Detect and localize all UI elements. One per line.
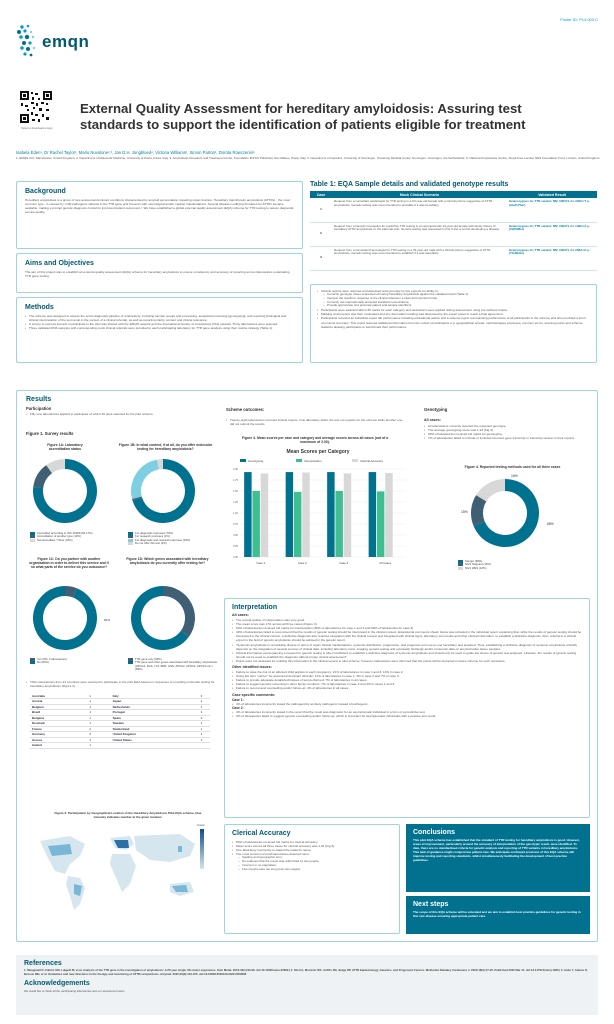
other-item: • Failure to provide adequate details/techniques of test performed: 7% of laboratories in all cases. [232,678,582,682]
references-heading: References [24,960,62,967]
clerical-sub: – Spelling and typographic error, [238,856,392,860]
table-row: Greece 1 United States 1 [30,737,210,743]
legend-item: Accreditation of another type (13%) [30,535,120,538]
table-header: Mock Clinical Scenario [332,191,507,198]
table-row: Austria 1 Japan 1 [30,699,210,705]
countries-text: • Thirty laboratories from 21 countries were selected to participate in the pilot EQA based on responses of providing molecular testing for hereditary amyloidosis (Figure 2). [26,680,218,688]
y-tick-label: 1.50 [232,490,238,493]
next-steps-section [406,896,590,934]
fig1a-pie [30,456,100,526]
world-map [30,826,210,916]
fig3-title: Figure 3. Mean scores per case and category and average scores across all cases (out of a maximum of 2.00). [241,436,389,444]
legend-item: TTR gene and other genes associated with hereditary amyloidosis (APOA1, FGA, LYZ, B2M, GSN, APOA2, APOC2, APOC3 etc.) (65%) [128,661,220,671]
bar [327,472,334,557]
sample-table [310,191,597,271]
legend-swatch [352,459,358,462]
fig1b-title: Figure 1B: In what context, if at all, do you offer molecular testing for hereditary amyloidosis? [118,443,213,451]
case2-item: • 4% of laboratories incorrectly stated in the report that the result was diagnostic for an asymptomatic individual in a form of a predictive test. [232,710,582,714]
references-text: 1. Manganelli F, Fabrizi GM, Luigetti M, et al. Analysis of the TTR gene in the investigation of amyloidosis: A 25-year single UK center experience. Hum Mutat. 2019;40(1):90-96. doi:10.1002/humu.23669 | 2. Obi CA, Mostertz WC, Griffin JM, Judge DP. ATTR Epidemiology, Genetics, and Prognostic Factors. Methodist Debakey Cardiovasc J. 2022;18(2):17-26. Published 2022 Mar 14. doi:10.14797/mdcvj.1066 | 3. Ando Y, Adams D, Benson MD, et al. Guidelines and new directions in the therapy and monitoring of ATTRv amyloidosis. Amyloid. 2022;29(3):143-155. doi:10.1080/13506129.2022.2052838 [24,968,588,976]
interpretation-section [224,598,590,818]
qr-code[interactable] [19,90,53,124]
legend-item: TTR gene only (35%) [128,658,220,661]
legend-item: Sanger (68%) [458,560,558,563]
bar [244,472,251,557]
background-section [16,181,303,249]
fig3-bar-chart [226,457,410,567]
fig4-pie [455,473,555,553]
pie-slice-both [131,460,159,499]
pie-label: 16% [511,474,518,478]
interp-all-cases: All cases: [232,613,249,617]
legend-swatch [296,459,302,462]
next-steps-text: The scope of this EQA scheme will be extended and we aim to establish best practice guidelines for genetic testing in this rare disease ensuring appropriate patient care. [413,910,581,918]
legend-item: For diagnostic purposes (70%) [128,532,218,535]
bar [377,491,384,557]
other-issues-heading: Other identified issues: [232,665,272,670]
legend-label: Interpretation [304,459,322,463]
bar [369,472,376,557]
table-row: 1 Request from a consultant cardiologist for TTR testing in a 63-year-old female with a clinical picture suggestive of ATTR amyloidosis. Genetic testing was recommended to elucidate if it was hereditary. Heterozygous for TTR variant: NM_000371.4:c.349G>T p.(Ala117Ser) [310,198,597,222]
authors: Isabela Eden¹, Dr Rachel Taylor¹, Mario Nuvolone²,³, Jan D.H. Jongbloed⁴, Victoria Williams¹, Simon Parton¹, Dorota Rowczenio⁵ [16,150,255,155]
methods-item: • The scheme was designed to assess the entire diagnostic pipeline of a laboratory, including sample receipt and processing, analytical processing (genotyping), and reporting (biological and clinical interpretation of the test result in the context of a clinical referral), as well as reporting clarity, content and clinical relevance. [25,314,294,322]
geno-item: • The average genotyping score was 1.93 (Fig.3). [424,428,589,432]
interp-item: • 60% of laboratories received full marks for interpretation (86% of laboratories for case 1 and 3 and 69% of laboratories for case 3). [232,626,582,630]
background-text: Hereditary amyloidosis is a group of rare autosomal dominant conditions characterised by amyloid accumulation impairing organ function. Hereditary transthyretin amyloidosis (ATTRv) - the most common type - is caused by >100 pathogenic variants in the TTR gene and presents with neurological and/or cardiac manifestations. Several disease modifying therapies for ATTRv became available, making a prompt genetic diagnosis crucial for improved patient outcomes¹,². We have established a global external quality assessment (EQA) scheme for TTR testing to assure diagnostic service quality. [25,198,294,215]
interp-item: • Clinical information accompanying a request for genetic testing is often insufficient to establish a definitive diagnosis of systemic amyloidosis and should only be used to guide the choice of genetic test analysed. Likewise, the results of genetic testing should not be used to establish the diagnosis without proper clinical assessment". [232,651,582,659]
methods-item: • Three validated DNA samples with corresponding mock clinical referrals were provided to each participating laboratory for TTR gene analysis using their routine strategy (Table 1). [25,326,294,330]
bar [286,472,293,557]
legend-label: Genotyping [248,459,264,463]
methods2-sub: – Correctly genotype cases suspected of having hereditary amyloidosis against the validated result (Table 1), [323,293,590,297]
bar [261,473,268,557]
y-tick-label: 0.00 [232,556,238,559]
clerical-item: • The most common errors/inaccuracies detected were: [232,852,392,856]
ack-text: We would like to thank all the participating laboratories and our assessment team. [24,989,126,993]
aims-text: The aim of this project was to establish an external quality assessment (EQA) scheme for hereditary amyloidosis to ensure consistency and accuracy of reporting across laboratories undertaking TTR gene testing. [25,270,290,279]
fig1c-title: Figure 1C: Do you partner with another organisation in order to deliver this service and if so what parts of the service do you outsource? [29,557,109,569]
logo-text: emqn [42,32,90,51]
fig1b-pie [128,456,198,526]
interp-item: • The mean score was 1.51 across all three cases (Figure 3). [232,622,582,626]
methods2-item: • Participants received an individual expert lab performance including educational advice and a scheme report summarising performance of all participants in the scheme and also provided a short comments summary. This report featured additional information from the cohort of participants e.g. geographical spread, methodologies employed, common errors, learning points and scheme statistics allowing participants to benchmark their performance. [317,316,590,328]
fig2-caption: Figure 2: Participation by Geographical Location of the Hereditary Amyloidosis Pilot EQA scheme, blue intensity indicates number at the given location. [54,811,202,819]
countries-table [30,693,210,749]
y-tick-label: 0.25 [232,545,238,548]
geno-item: • 90% of laboratories received full marks for genotyping. [424,432,589,436]
aims-heading: Aims and Objectives [25,260,94,267]
bar [385,473,392,557]
table-row: Germany 3 United Kingdom 1 [30,732,210,738]
y-tick-label: 1.75 [232,479,238,482]
case2-heading: Case 2: [232,705,244,710]
bar [302,473,309,557]
legend-item: Not accredited / Other (10%) [30,539,120,542]
methods2-sub: – Interpret the results in response to the clinical referral in a clear and concise format, [323,297,590,301]
table1-block [310,181,597,271]
legend-item: For diagnostic and research purposes (16%) [128,539,218,542]
table-row: Brazil 1 Portugal 3 [30,710,210,716]
poster-title: External Quality Assessment for hereditary amyloidosis: Assuring test standards to support the identification of patients eligible for treatment [80,101,526,132]
methods-item: • A survey to express interest to participate in the pilot was shared with the EMQN network and the International Society of Amyloidosis (ISA) network. Thirty laboratories were selected. [25,322,294,326]
table-row: Ireland 1 [30,743,210,749]
fig2-legend-title: Count [197,823,205,827]
methods2-sub: – Provide appropriate and accurate patient and sample identifiers. [323,304,590,308]
pie-slice-ttr-only [163,586,195,637]
all-cases-heading: All cases: [424,418,441,422]
y-tick-label: 0.75 [232,523,238,526]
pie-label: 68% [547,522,554,526]
references-section [16,955,598,1015]
clerical-sub: – Five reports were too long (over two pages). [238,868,392,872]
next-steps-heading: Next steps [413,901,449,908]
clerical-item: • 83% of laboratories received full marks for clerical accuracy. [232,840,392,844]
legend-item: Accredited according to ISO 15189 (52.17%) [30,532,120,535]
methods2-item: • Participants were awarded with 0-30 marks for each category and deductions were applied during assessment using pre-defined criteria. [317,308,590,312]
case2-item: • 4% of laboratories failed to suggest genetic counselling and/or follow-up, which is important for asymptomatic individuals with a positive test result. [232,714,582,718]
participation-item: • Fifty-one laboratories applied to participate of which 30 were selected for the pilot scheme. [26,412,216,416]
emqn-logo [16,24,116,60]
background-heading: Background [25,188,66,195]
case1-heading: Case 1: [232,697,244,702]
table-row: Belgium 1 Netherlands 1 [30,704,210,710]
affiliations: 1. EMQN CIC, Manchester, United Kingdom. 2. Department of Molecular Medicine, University of Pavia, Pavia, Italy. 3. Amyloidosis Research and Treatment Center, Foundation IRCCS Policlinico San Matteo, Pavia, Italy. 4. Department of Genetics, University of Groningen, University Medical Center Groningen, Groningen, the Netherlands. 5. National Amyloidosis Centre, Royal Free London NHS Foundation Trust, London, United Kingdom. [16,156,601,160]
bar [344,473,351,557]
conclusions-text: This pilot EQA scheme has established that the standard of TTR testing for hereditary amyloidosis is good. However, areas of improvement, particularly around the accuracy of interpretation of the genotypic result, were identified. To date, there are no standardised criteria for genetic analysis and reporting of TTR variants in hereditary amyloidosis. This lack of guidance might compromise patient care. We anticipate continued provision of this EQA scheme will improve testing and reporting standards, whilst simultaneously facilitating the development of best practice guidelines. [413,838,580,862]
methods2-item: • Clinical reports were returned and assessed anonymously by two experts for ability to: [317,289,590,293]
table-header: Validated Result [507,191,597,198]
legend-item: NGS Targeted (15%) [458,563,558,566]
y-tick-label: 0.50 [232,534,238,537]
interp-item: • Points were not deducted for omitting this information in the clinical reports in pilot scheme, however, laboratories were informed that the points will be deducted in future scheme for such omissions. [232,659,582,663]
conclusions-heading: Conclusions [413,829,456,836]
scheme-item: • Twenty-eight laboratories returned clinical reports. One laboratory did/or the test not register for the scheme while another one did not submit the results. [226,418,406,426]
fig1-title: Figure 1. Survey results [26,431,74,436]
table-row: Australia 1 Italy 3 [30,693,210,699]
poster-id: Poster ID: P14.003.C [560,17,598,22]
pie-label: 15% [461,510,468,514]
bar [252,491,259,557]
genotyping-heading: Genotyping [424,407,448,412]
scheme-heading: Scheme outcomes: [226,407,265,412]
legend-item: No (94%) [30,661,120,664]
legend-swatch [240,459,246,462]
aims-section [16,253,303,293]
fig3-chart-title: Mean Scores per Category [286,449,350,455]
methods-continued [310,284,597,363]
case1-item: • 4% of laboratories incorrectly stated the pathogenicity as likely pathogenic instead of pathogenic. [232,702,582,706]
clerical-sub: – Incorrect or no pagination, [238,864,392,868]
other-item: • Failure to recommend counselling and/or follow-up: 4% of laboratories in all cases. [232,686,582,690]
methods2-sub: – Correctly use internationally accepted standard nomenclature, [323,301,590,305]
interp-item: • The overall quality of interpretation was very good. [232,618,582,622]
table-row: France 2 Switzerland 1 [30,726,210,732]
results-heading: Results [26,396,52,403]
interp-item: • "Systemic amyloidosis is remarkably diverse in terms of organ clinical manifestations, systemic distribution, progression, and prognosis and one-to-one hereditary and acquired. Thus, establishing a definitive diagnosis of systemic amyloidosis critically depends on the integration of several sources of clinical data, including laboratory tests, imaging, genetic testing and eventually histologic and/or proteomic data on amyloid laden tissue samples. [232,643,582,651]
interpretation-heading: Interpretation [232,604,278,611]
clerical-section [224,824,400,934]
x-tick-label: All Cases [379,561,392,565]
participation-heading: Participation [26,406,52,411]
other-item: • Using the term "carrier" for autosomal dominant disorder: 11% of laboratories in case 1, 4% in case 2 and 7% in case 3. [232,674,582,678]
other-item: • Failure to state the risk of an affected child applies to each pregnancy: 21% of laboratories in case 1 and 3; 14% in case 2. [232,670,582,674]
legend-item: For research purposes (1%) [128,535,218,538]
x-tick-label: Case 2 [297,561,307,565]
fig1d-pie [128,583,198,653]
fig1c-label: 94% [104,618,111,622]
bar [335,491,342,557]
other-item: • Failure to suggest genetic screening in other family members: 7% of laboratories in case 2 and 4% in cases 1 and 3. [232,682,582,686]
fig1c-pie [30,583,100,653]
x-tick-label: Case 1 [256,561,266,565]
methods2-item: • Marking of all reports was then moderated and any discordant marking was discussed by the expert panel to reach a final agreement. [317,312,590,316]
legend-item: Do not offer this test (3%) [128,542,218,545]
fig1d-title: Figure 1D: Which genes associated with hereditary amyloidosis do you currently offer testing for? [126,557,209,565]
clerical-item: • One laboratory incorrectly re-stated the patient's name. [232,848,392,852]
table-row: Denmark 1 Sweden 1 [30,721,210,727]
legend-label: Clerical Accuracy [360,459,384,463]
methods-section [16,297,303,363]
y-tick-label: 2.00 [232,468,238,471]
methods-heading: Methods [25,304,54,311]
dna-helix-icon [16,24,38,60]
table-header: Case [310,191,332,198]
geno-item: • 7% of laboratories failed to include or included incorrect gene transcript or transcript version in their reports. [424,436,589,440]
table-row: Bulgaria 1 Spain 3 [30,715,210,721]
y-tick-label: 1.00 [232,512,238,515]
specific-heading: Case specific comments: [232,692,276,697]
clerical-heading: Clerical Accuracy [232,830,291,837]
table-row: 3 Request from a Consultant Neurologist for TTR testing in a 79-year-old male with a clinical picture suggestive of ATTR amyloidosis. Genetic testing was recommended to establish if it was hereditary. Heterozygous for TTR variant: NM_000371.4:c.238A>G p.(Thr80Ala) [310,246,597,270]
conclusions-section [406,824,590,892]
fig4-title: Figure 4. Reported testing methods used for all three cases [464,465,561,469]
table-row: 2 Request from a Genetic Counsellor for predictive TTR testing in an asymptomatic 34-year-old female with family history of hereditary ATTR amyloidosis on the paternal side. Genetic testing was requested to find if she is at risk developing a disease. Heterozygous for TTR variant: NM_000371.4:c.148G>A p.(Val50Met) [310,222,597,246]
map-scale [200,829,204,869]
interp-item: • 49% of laboratories failed to recommend that the results of genetic testing should be interpreted in the clinical context. Educational comments shown below was included in the individual report explaining that, while the results of genetic testing should be interpreted in the clinical context, a definitive diagnosis also requires integration with the clinical context and integrated with clinical signs, laboratory test results and other clinical information, to establish a definitive diagnosis. Also, referral to a clinical expert in the field of genetic amyloidosis should be advised in the genetic report. [232,630,582,642]
legend-item: NGS WES (16%) [458,567,558,570]
fig1a-title: Figure 1A: Laboratory accreditation status [47,443,83,451]
y-tick-label: 1.25 [232,501,238,504]
bar [294,492,301,557]
geno-item: • All laboratories correctly reported the expected genotype. [424,424,589,428]
pie-slice-no [33,586,97,650]
x-tick-label: Case 3 [339,561,349,565]
legend-item: Yes (6%: 2 laboratories) [30,658,120,661]
clerical-sub: – No evidence that the report was authorised by two people, [238,860,392,864]
clerical-item: • Mean score across all three cases for clerical accuracy was 1.91 (Fig.3). [232,844,392,848]
qr-caption: Scan to download a copy [21,126,53,130]
ack-heading: Acknowledgements [24,980,90,987]
table1-title: Table 1: EQA Sample details and validated genotype results [310,181,509,188]
